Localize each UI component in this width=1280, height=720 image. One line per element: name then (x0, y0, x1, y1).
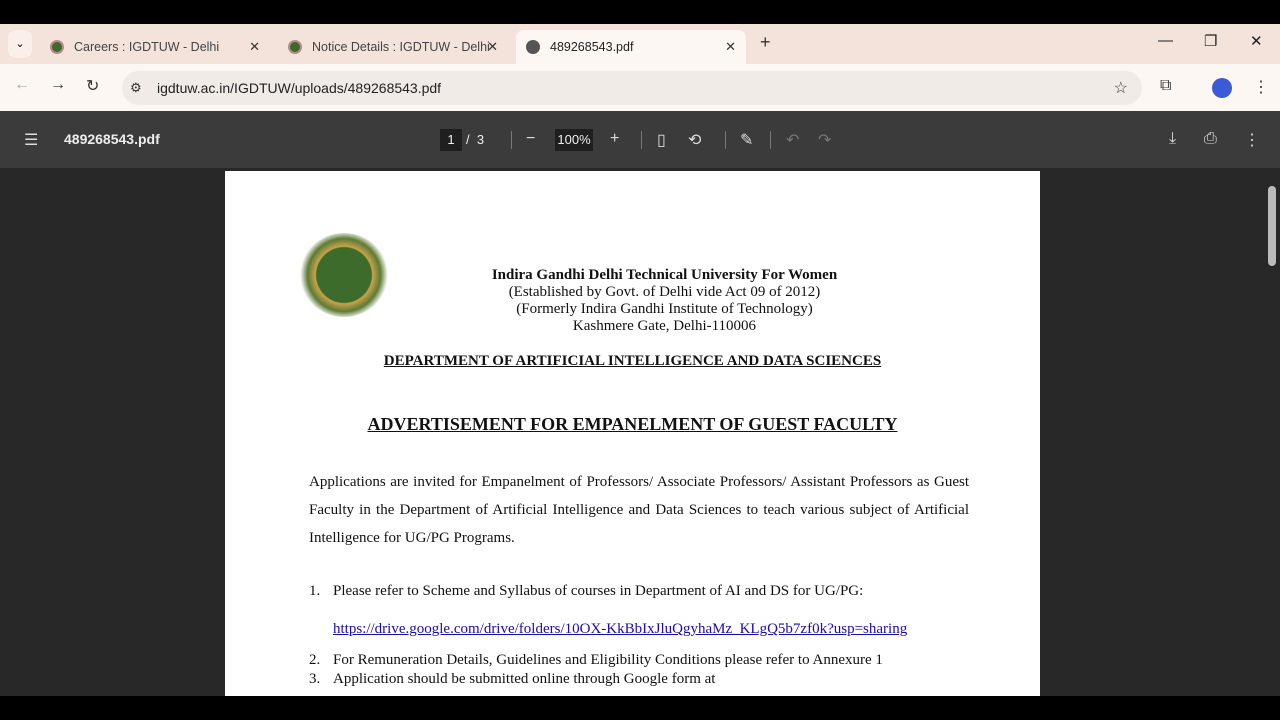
zoom-input[interactable]: 100% (555, 129, 593, 151)
tab-title: 489268543.pdf (550, 40, 634, 54)
undo-icon[interactable]: ↶ (786, 132, 800, 149)
tab-careers[interactable] (40, 30, 270, 64)
department-heading: DEPARTMENT OF ARTIFICIAL INTELLIGENCE AND DATA SCIENCES (383, 353, 882, 369)
tab-title: Notice Details : IGDTUW - Delhi (312, 40, 490, 54)
address-bar-row (0, 64, 1280, 111)
rotate-icon[interactable]: ⟲ (688, 132, 702, 149)
fit-page-icon[interactable]: ▯ (657, 132, 666, 149)
pdf-toolbar (0, 111, 1280, 168)
more-options-icon[interactable]: ⋮ (1244, 132, 1260, 149)
reload-button[interactable]: ↻ (86, 78, 100, 95)
address-line: Kashmere Gate, Delhi-110006 (572, 318, 757, 334)
zoom-in-button[interactable]: + (610, 130, 620, 147)
omnibox[interactable] (122, 71, 1142, 105)
forward-button[interactable]: → (50, 76, 66, 93)
list-item-1: 1. Please refer to Scheme and Syllabus of courses in Department of AI and DS for UG/PG: (309, 583, 864, 599)
pdf-viewer (0, 168, 1280, 696)
print-icon[interactable]: ⎙ (1204, 130, 1217, 147)
bookmark-star-icon[interactable]: ☆ (1113, 80, 1128, 97)
zoom-out-button[interactable]: − (526, 130, 536, 147)
university-name: Indira Gandhi Delhi Technical University For Women (491, 267, 838, 283)
tab-pdf[interactable] (516, 30, 746, 64)
intro-paragraph: Applications are invited for Empanelment of Professors/ Associate Professors/ Assistant Professors as Guest Faculty in the Department of Artificial Intelligence and Data Sciences to teach various subject of Artificial Intelligence for UG/PG Programs. (309, 474, 969, 546)
sidebar-menu-icon[interactable]: ☰ (24, 132, 39, 149)
vertical-scrollbar[interactable] (1265, 168, 1280, 696)
page-number-input[interactable]: 1 (440, 129, 462, 151)
divider (511, 131, 512, 149)
igdtuw-favicon-icon (288, 40, 302, 54)
divider (725, 131, 726, 149)
tab-search-button[interactable]: ⌄ (8, 30, 32, 58)
tab-notice-details[interactable] (278, 30, 508, 64)
menu-kebab-icon[interactable]: ⋮ (1253, 79, 1269, 96)
pdf-page (225, 171, 1040, 696)
advertisement-title: ADVERTISEMENT FOR EMPANELMENT OF GUEST FACULTY (367, 414, 898, 434)
list-item-3: 3. Application should be submitted online through Google form at (309, 671, 716, 687)
extensions-icon[interactable]: ⧉ (1160, 77, 1172, 94)
igdtuw-favicon-icon (50, 40, 64, 54)
profile-avatar[interactable] (1212, 78, 1232, 98)
tab-title: Careers : IGDTUW - Delhi (74, 40, 220, 54)
tab-strip (0, 24, 1280, 64)
screen-top (0, 0, 1280, 24)
url-text[interactable]: igdtuw.ac.in/IGDTUW/uploads/489268543.pdf (157, 80, 442, 96)
formerly-line: (Formerly Indira Gandhi Institute of Technology) (516, 301, 813, 317)
site-info-icon[interactable]: ⚙ (130, 80, 142, 95)
pdf-filename: 489268543.pdf (64, 131, 160, 147)
globe-icon (526, 40, 540, 54)
minimize-button[interactable]: — (1158, 32, 1173, 49)
annotate-pen-icon[interactable]: ✎ (740, 132, 754, 149)
close-tab-icon[interactable]: ✕ (249, 39, 260, 54)
divider (641, 131, 642, 149)
close-tab-icon[interactable]: ✕ (487, 39, 498, 54)
restore-button[interactable]: ❐ (1204, 33, 1218, 50)
syllabus-link[interactable]: https://drive.google.com/drive/folders/10OX-KkBbIxJluQgyhaMz_KLgQ5b7zf0k?usp=sharing (333, 621, 908, 637)
download-icon[interactable]: ⤓ (1169, 130, 1177, 147)
scrollbar-thumb[interactable] (1268, 186, 1276, 266)
established-line: (Established by Govt. of Delhi vide Act 09 of 2012) (508, 284, 821, 300)
list-item-2: 2. For Remuneration Details, Guidelines and Eligibility Conditions please refer to Annexure 1 (309, 652, 883, 668)
close-tab-icon[interactable]: ✕ (725, 39, 736, 54)
screen-bottom (0, 696, 1280, 720)
close-window-button[interactable]: ✕ (1250, 33, 1263, 50)
redo-icon[interactable]: ↷ (818, 132, 832, 149)
back-button[interactable]: ← (14, 76, 30, 93)
divider (770, 131, 771, 149)
new-tab-button[interactable]: + (760, 32, 771, 52)
page-separator: / (466, 132, 470, 147)
total-pages: 3 (476, 132, 485, 147)
